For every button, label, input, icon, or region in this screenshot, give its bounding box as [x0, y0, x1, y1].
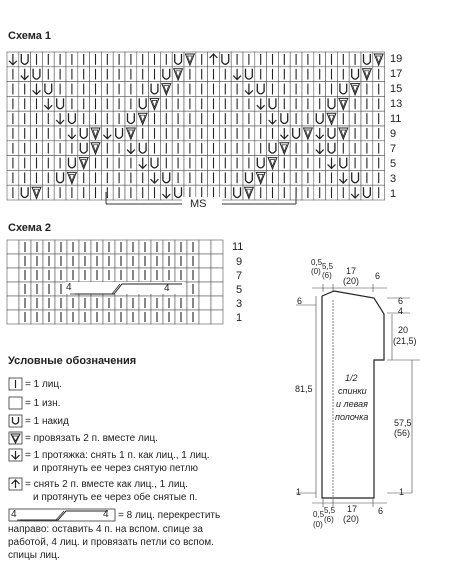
legend-double-line2: и протянуть ее через обе снятые п. — [33, 492, 198, 503]
chart2-row-9: 9 — [236, 256, 243, 268]
pattern-label-1: 1/2 — [345, 373, 358, 383]
chart2-cable-count-right: 4 — [164, 283, 170, 294]
legend-purl-text: = 1 изн. — [25, 398, 61, 409]
pattern-top-width-1: 17 — [346, 266, 357, 276]
chart1-row-3: 3 — [390, 173, 397, 185]
pattern-top-right: 6 — [375, 271, 381, 281]
chart1-row-7: 7 — [390, 143, 397, 155]
pattern-shoulder-right-2: 4 — [398, 306, 404, 316]
pattern-bottom-mid-2: (6) — [324, 515, 334, 524]
chart2-row-5: 5 — [236, 284, 243, 296]
pattern-bottom-width-1: 17 — [347, 504, 358, 514]
chart2-row-3: 3 — [236, 298, 243, 310]
legend-cable-count-left: 4 — [11, 509, 17, 520]
pattern-total-height: 81,5 — [295, 384, 313, 394]
legend-cable-line1: = 8 лиц. перекрестить — [118, 510, 221, 521]
legend-broach-line1: = 1 протяжка: снять 1 п. как лиц., 1 лиц. — [25, 450, 210, 461]
chart1-row-9: 9 — [390, 128, 397, 140]
chart1-row-11: 11 — [390, 113, 402, 125]
legend-cable-count-right: 4 — [103, 509, 109, 520]
chart1-title: Схема 1 — [8, 30, 52, 42]
chart2-row-7: 7 — [236, 270, 243, 282]
legend-knit-text: = 1 лиц. — [25, 379, 62, 390]
chart1-row-17: 17 — [390, 68, 403, 80]
chart2-title: Схема 2 — [8, 222, 52, 234]
chart2-cable-count-left: 4 — [66, 282, 72, 293]
pattern-top-left-2: (0) — [311, 267, 321, 276]
pattern-hem-left: 1 — [296, 487, 302, 497]
pattern-sleeve-1: 20 — [398, 325, 409, 335]
pattern-bottom-left-1: 0,5 — [313, 510, 325, 519]
chart1-row-19: 19 — [390, 53, 403, 65]
legend-cable-line2: направо: оставить 4 п. на вспом. спице за — [8, 524, 203, 535]
pattern-top-mid-1: 5,5 — [322, 262, 334, 271]
legend-title: Условные обозначения — [8, 355, 137, 367]
pattern-bottom-width-2: (20) — [343, 514, 360, 524]
pattern-sleeve-2: (21,5) — [393, 336, 417, 346]
pattern-label-2: спинки — [338, 386, 367, 396]
chart1-row-5: 5 — [390, 158, 397, 170]
chart1-row-13: 13 — [390, 98, 403, 110]
pattern-bottom-mid-1: 5,5 — [324, 506, 336, 515]
legend-double-line1: = снять 2 п. вместе как лиц., 1 лиц. — [25, 479, 188, 490]
pattern-label-3: и левая — [336, 399, 368, 409]
pattern-top-mid-2: (6) — [322, 271, 332, 280]
legend-cable-line4: спицы лиц. — [8, 550, 60, 561]
pattern-bottom-right: 6 — [378, 506, 384, 516]
pattern-label-4: полочка — [335, 412, 369, 422]
pattern-top-left-1: 0,5 — [311, 258, 323, 267]
legend-cable-line3: работой, 4 лиц. и провязать петли со вспом. — [8, 537, 214, 548]
legend-k2tog-text: = провязать 2 п. вместе лиц. — [25, 433, 158, 444]
pattern-top-width-2: (20) — [343, 276, 360, 286]
chart2-row-1: 1 — [236, 312, 243, 324]
legend-yarn-over-text: = 1 накид — [25, 416, 69, 427]
chart1-row-15: 15 — [390, 83, 403, 95]
ms-repeat-label: MS — [190, 198, 207, 210]
pattern-side-height-1: 57,5 — [394, 418, 412, 428]
chart1-row-1: 1 — [390, 188, 397, 200]
pattern-neck-left: 6 — [297, 296, 303, 306]
pattern-hem-right: 1 — [399, 487, 405, 497]
pattern-side-height-2: (56) — [394, 428, 411, 438]
legend-broach-line2: и протянуть ее через снятую петлю — [33, 463, 198, 474]
pattern-bottom-left-2: (0) — [313, 520, 323, 529]
pattern-shoulder-right-1: 6 — [398, 296, 404, 306]
chart2-row-11: 11 — [232, 241, 244, 253]
